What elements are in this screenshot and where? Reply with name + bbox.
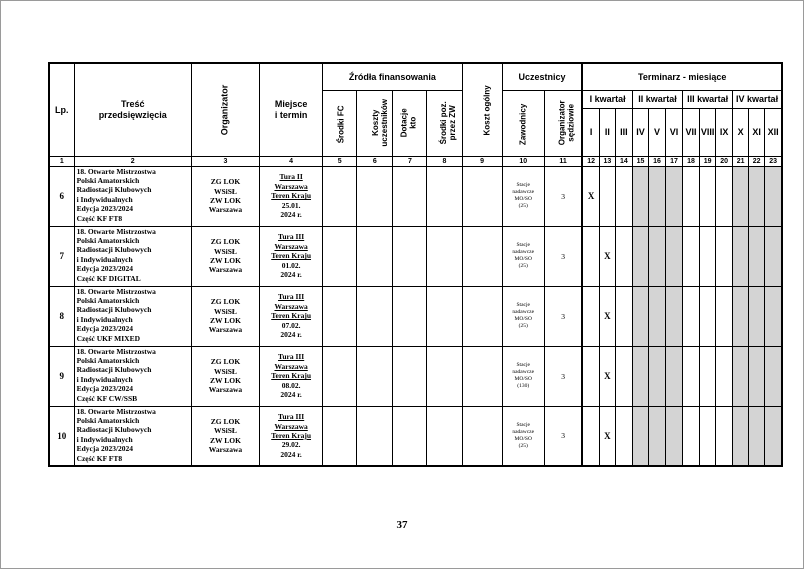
column-number: 2 — [74, 156, 191, 166]
month-cell — [648, 226, 665, 286]
month-cell — [765, 406, 782, 466]
month-cell — [716, 406, 733, 466]
header-month-12: XII — [765, 108, 782, 156]
month-cell — [666, 286, 683, 346]
month-cell — [582, 406, 599, 466]
column-number: 19 — [700, 156, 716, 166]
cell-organizator: ZG LOK WSiSŁ ZW LOK Warszawa — [191, 226, 259, 286]
month-cell — [733, 406, 749, 466]
cell-lp: 7 — [49, 226, 74, 286]
column-number: 3 — [191, 156, 259, 166]
header-koszt: Koszt ogólny — [462, 63, 502, 156]
month-cell — [582, 286, 599, 346]
month-cell — [615, 346, 632, 406]
cell-lp: 6 — [49, 166, 74, 226]
cell-srodki-zw — [427, 226, 462, 286]
month-cell — [599, 166, 615, 226]
column-number: 16 — [648, 156, 665, 166]
month-cell — [733, 166, 749, 226]
cell-sedziowie: 3 — [544, 226, 582, 286]
header-lp: Lp. — [49, 63, 74, 156]
cell-zawodnicy: Stacje nadawcze MO/SO (25) — [502, 226, 544, 286]
month-cell — [632, 166, 648, 226]
month-cell — [700, 166, 716, 226]
month-cell — [700, 346, 716, 406]
header-srodki-zw: Środki poz. przez ZW — [427, 90, 462, 156]
cell-organizator: ZG LOK WSiSŁ ZW LOK Warszawa — [191, 346, 259, 406]
cell-lp: 9 — [49, 346, 74, 406]
cell-organizator: ZG LOK WSiSŁ ZW LOK Warszawa — [191, 406, 259, 466]
cell-sedziowie: 3 — [544, 286, 582, 346]
month-cell — [683, 166, 700, 226]
cell-miejsce: Tura III Warszawa Teren Kraju 01.02. 2024 r. — [260, 226, 323, 286]
header-month-2: II — [599, 108, 615, 156]
month-cell — [582, 226, 599, 286]
cell-dotacje — [393, 226, 427, 286]
cell-sedziowie: 3 — [544, 166, 582, 226]
month-mark: X — [599, 346, 615, 406]
column-number: 22 — [749, 156, 765, 166]
header-month-5: V — [648, 108, 665, 156]
month-cell — [666, 346, 683, 406]
cell-zawodnicy: Stacje nadawcze MO/SO (130) — [502, 346, 544, 406]
cell-zawodnicy: Stacje nadawcze MO/SO (25) — [502, 406, 544, 466]
cell-lp: 8 — [49, 286, 74, 346]
cell-zawodnicy: Stacje nadawcze MO/SO (25) — [502, 166, 544, 226]
column-number: 1 — [49, 156, 74, 166]
header-kwartal-1: I kwartał — [582, 90, 632, 108]
month-cell — [648, 406, 665, 466]
column-number: 14 — [615, 156, 632, 166]
month-cell — [648, 346, 665, 406]
month-cell — [765, 286, 782, 346]
table-row — [49, 346, 782, 406]
cell-koszty — [357, 166, 393, 226]
column-number: 13 — [599, 156, 615, 166]
cell-koszty — [357, 226, 393, 286]
month-cell — [749, 166, 765, 226]
month-mark: X — [599, 226, 615, 286]
month-cell — [733, 346, 749, 406]
cell-koszt-ogolny — [462, 346, 502, 406]
cell-srodki-fc — [323, 406, 357, 466]
cell-srodki-fc — [323, 166, 357, 226]
header-kwartal-2: II kwartał — [632, 90, 682, 108]
cell-event: 18. Otwarte Mistrzostwa Polski Amatorskich Radiostacji Klubowych i Indywidualnych Edycja 2023/2024 Część KF FT8 — [74, 166, 191, 226]
header-month-10: X — [733, 108, 749, 156]
month-cell — [666, 406, 683, 466]
month-cell — [716, 226, 733, 286]
month-cell — [683, 226, 700, 286]
column-number: 15 — [632, 156, 648, 166]
header-month-11: XI — [749, 108, 765, 156]
month-cell — [615, 406, 632, 466]
cell-srodki-zw — [427, 286, 462, 346]
month-cell — [700, 226, 716, 286]
month-cell — [615, 226, 632, 286]
header-dotacje: Dotacje kto — [393, 90, 427, 156]
month-mark: X — [582, 166, 599, 226]
month-cell — [648, 286, 665, 346]
cell-miejsce: Tura III Warszawa Teren Kraju 08.02. 2024 r. — [260, 346, 323, 406]
month-cell — [765, 226, 782, 286]
cell-dotacje — [393, 346, 427, 406]
column-number: 4 — [260, 156, 323, 166]
month-cell — [683, 286, 700, 346]
column-number: 21 — [733, 156, 749, 166]
column-number: 17 — [666, 156, 683, 166]
header-month-6: VI — [666, 108, 683, 156]
month-cell — [615, 166, 632, 226]
cell-srodki-fc — [323, 286, 357, 346]
cell-lp: 10 — [49, 406, 74, 466]
header-tresc: Treść przedsięwzięcia — [74, 63, 191, 156]
column-numbers-row — [49, 156, 782, 166]
cell-koszty — [357, 406, 393, 466]
header-srodki-fc: Środki FC — [323, 90, 357, 156]
header-month-9: IX — [716, 108, 733, 156]
month-cell — [749, 406, 765, 466]
month-cell — [716, 286, 733, 346]
table-row — [49, 166, 782, 226]
cell-koszt-ogolny — [462, 286, 502, 346]
month-cell — [666, 166, 683, 226]
column-number: 6 — [357, 156, 393, 166]
header-kwartal-4: IV kwartał — [733, 90, 782, 108]
column-number: 9 — [462, 156, 502, 166]
cell-sedziowie: 3 — [544, 346, 582, 406]
month-cell — [716, 166, 733, 226]
header-organizator: Organizator — [191, 63, 259, 156]
table-body — [49, 166, 782, 466]
table-row — [49, 286, 782, 346]
cell-miejsce: Tura III Warszawa Teren Kraju 07.02. 2024 r. — [260, 286, 323, 346]
cell-event: 18. Otwarte Mistrzostwa Polski Amatorskich Radiostacji Klubowych i Indywidualnych Edycja 2023/2024 Część UKF MIXED — [74, 286, 191, 346]
header-zawodnicy: Zawodnicy — [502, 90, 544, 156]
month-cell — [733, 226, 749, 286]
month-cell — [648, 166, 665, 226]
month-cell — [666, 226, 683, 286]
column-number: 11 — [544, 156, 582, 166]
schedule-table — [48, 62, 783, 467]
month-cell — [683, 346, 700, 406]
column-number: 23 — [765, 156, 782, 166]
month-cell — [632, 406, 648, 466]
cell-event: 18. Otwarte Mistrzostwa Polski Amatorskich Radiostacji Klubowych i Indywidualnych Edycja 2023/2024 Część KF DIGITAL — [74, 226, 191, 286]
header-month-7: VII — [683, 108, 700, 156]
header-koszty-uczestnikow: Koszty uczestników — [357, 90, 393, 156]
cell-koszt-ogolny — [462, 406, 502, 466]
month-cell — [700, 406, 716, 466]
cell-srodki-zw — [427, 406, 462, 466]
month-cell — [733, 286, 749, 346]
month-cell — [632, 346, 648, 406]
month-cell — [765, 346, 782, 406]
month-mark: X — [599, 286, 615, 346]
column-number: 8 — [427, 156, 462, 166]
cell-koszt-ogolny — [462, 166, 502, 226]
column-number: 7 — [393, 156, 427, 166]
month-cell — [615, 286, 632, 346]
table-row — [49, 226, 782, 286]
header-miejsce: Miejsce i termin — [260, 63, 323, 156]
month-cell — [765, 166, 782, 226]
cell-miejsce: Tura III Warszawa Teren Kraju 29.02. 2024 r. — [260, 406, 323, 466]
month-cell — [749, 346, 765, 406]
column-number: 10 — [502, 156, 544, 166]
cell-koszt-ogolny — [462, 226, 502, 286]
cell-dotacje — [393, 166, 427, 226]
header-month-8: VIII — [700, 108, 716, 156]
cell-koszty — [357, 286, 393, 346]
cell-srodki-fc — [323, 226, 357, 286]
month-cell — [700, 286, 716, 346]
cell-miejsce: Tura II Warszawa Teren Kraju 25.01. 2024 r. — [260, 166, 323, 226]
cell-srodki-fc — [323, 346, 357, 406]
cell-srodki-zw — [427, 346, 462, 406]
cell-srodki-zw — [427, 166, 462, 226]
month-cell — [683, 406, 700, 466]
cell-dotacje — [393, 286, 427, 346]
month-cell — [582, 346, 599, 406]
cell-event: 18. Otwarte Mistrzostwa Polski Amatorskich Radiostacji Klubowych i Indywidualnych Edycja 2023/2024 Część KF FT8 — [74, 406, 191, 466]
column-number: 18 — [683, 156, 700, 166]
month-mark: X — [599, 406, 615, 466]
cell-dotacje — [393, 406, 427, 466]
month-cell — [716, 346, 733, 406]
month-cell — [749, 286, 765, 346]
table-row — [49, 406, 782, 466]
column-number: 12 — [582, 156, 599, 166]
month-cell — [749, 226, 765, 286]
cell-zawodnicy: Stacje nadawcze MO/SO (25) — [502, 286, 544, 346]
column-number: 20 — [716, 156, 733, 166]
month-cell — [632, 226, 648, 286]
cell-organizator: ZG LOK WSiSŁ ZW LOK Warszawa — [191, 166, 259, 226]
cell-organizator: ZG LOK WSiSŁ ZW LOK Warszawa — [191, 286, 259, 346]
month-cell — [632, 286, 648, 346]
header-terminarz: Terminarz - miesiące — [582, 63, 782, 90]
header-month-1: I — [582, 108, 599, 156]
cell-event: 18. Otwarte Mistrzostwa Polski Amatorskich Radiostacji Klubowych i Indywidualnych Edycja 2023/2024 Część KF CW/SSB — [74, 346, 191, 406]
cell-koszty — [357, 346, 393, 406]
header-zrodla: Źródła finansowania — [323, 63, 462, 90]
header-month-4: IV — [632, 108, 648, 156]
header-uczestnicy: Uczestnicy — [502, 63, 582, 90]
page-number: 37 — [396, 519, 408, 531]
header-month-3: III — [615, 108, 632, 156]
header-kwartal-3: III kwartał — [683, 90, 733, 108]
column-number: 5 — [323, 156, 357, 166]
cell-sedziowie: 3 — [544, 406, 582, 466]
header-organizator-sedziowie: Organizator sędziowie — [544, 90, 582, 156]
